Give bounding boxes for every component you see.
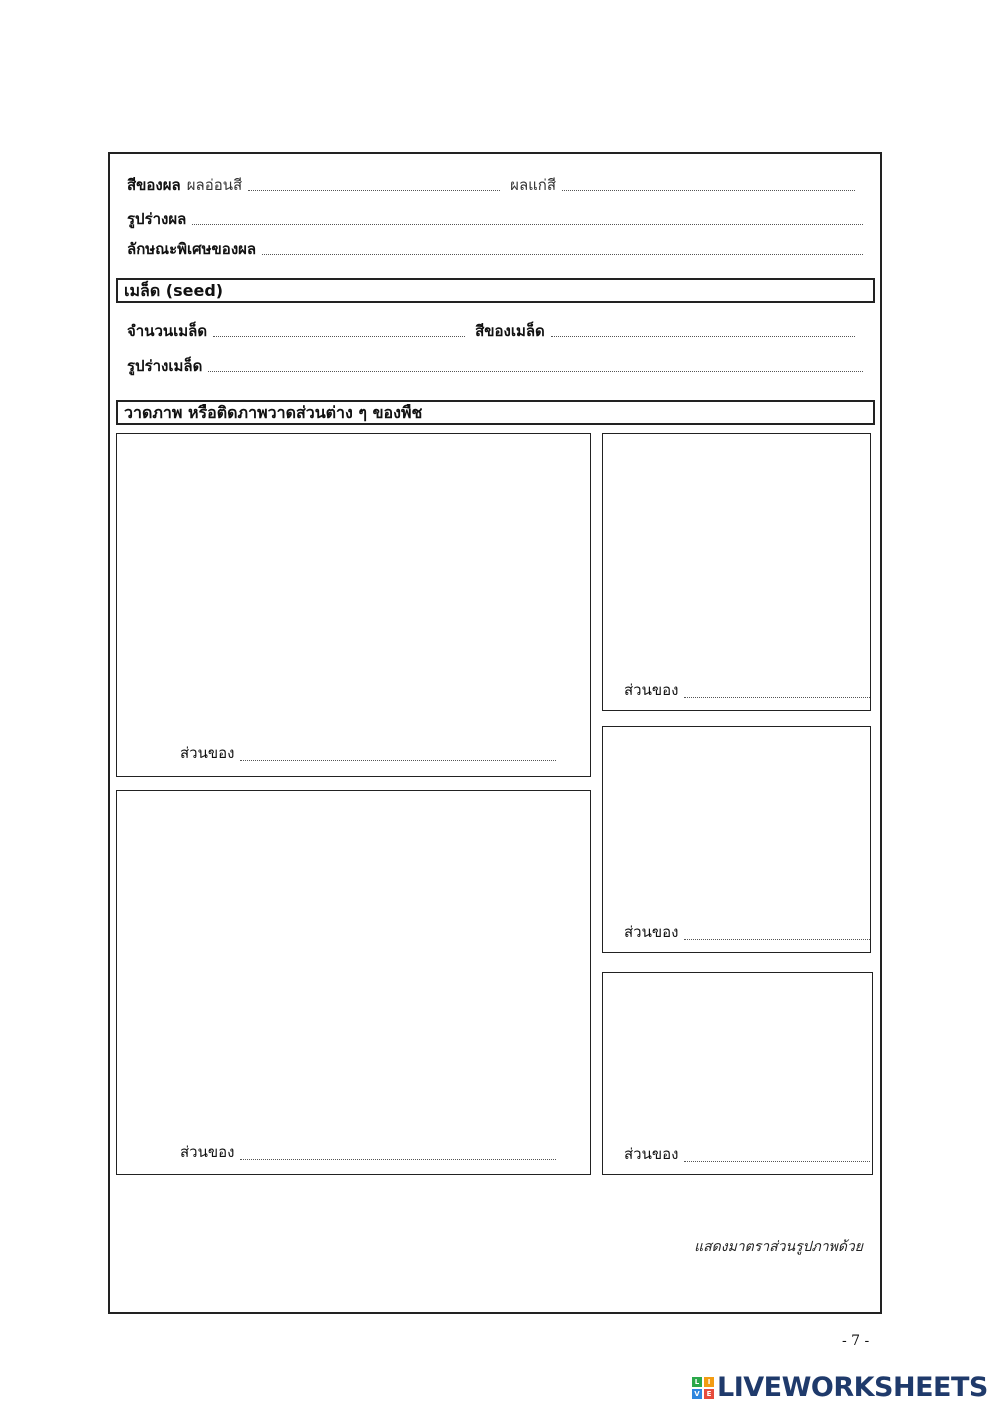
drawing-box-5-caption xyxy=(624,1142,870,1166)
box-4-caption-label: ส่วนของ xyxy=(624,923,679,941)
young-fruit-color-field[interactable] xyxy=(248,178,500,191)
box-2-part-field[interactable] xyxy=(240,1147,556,1160)
liveworksheets-logo xyxy=(692,1372,988,1403)
ripe-fruit-label: ผลแก่สี xyxy=(510,176,557,194)
seed-count-row xyxy=(127,321,855,341)
drawing-box-3[interactable] xyxy=(602,433,871,711)
logo-letter-e: E xyxy=(704,1389,714,1399)
drawing-box-4[interactable] xyxy=(602,726,871,953)
scale-note: แสดงมาตราส่วนรูปภาพด้วย xyxy=(694,1239,863,1255)
fruit-features-field[interactable] xyxy=(262,242,863,255)
young-fruit-label: ผลอ่อนสี xyxy=(186,176,243,194)
fruit-color-row xyxy=(127,175,855,195)
box-4-part-field[interactable] xyxy=(684,927,870,940)
seed-count-label: จำนวนเมล็ด xyxy=(127,322,208,340)
box-2-caption-label: ส่วนของ xyxy=(180,1143,235,1161)
box-5-part-field[interactable] xyxy=(684,1149,870,1162)
logo-letter-l: L xyxy=(692,1377,702,1387)
fruit-features-row xyxy=(127,239,863,259)
drawing-box-2[interactable] xyxy=(116,790,591,1175)
seed-count-field[interactable] xyxy=(213,324,465,337)
box-3-caption-label: ส่วนของ xyxy=(624,681,679,699)
liveworksheets-logo-icon xyxy=(692,1377,714,1399)
page-number: - 7 - xyxy=(842,1333,870,1349)
fruit-shape-row xyxy=(127,209,863,229)
drawing-box-3-caption xyxy=(624,678,870,702)
fruit-features-label: ลักษณะพิเศษของผล xyxy=(127,240,257,258)
box-3-part-field[interactable] xyxy=(684,685,870,698)
box-1-part-field[interactable] xyxy=(240,748,556,761)
drawing-box-1-caption xyxy=(180,741,556,765)
drawing-box-4-caption xyxy=(624,920,870,944)
seed-section-title: เมล็ด (seed) xyxy=(116,278,875,303)
fruit-shape-field[interactable] xyxy=(192,212,863,225)
drawing-section-title: วาดภาพ หรือติดภาพวาดส่วนต่าง ๆ ของพืช xyxy=(116,400,875,425)
seed-shape-field[interactable] xyxy=(208,359,863,372)
drawing-box-2-caption xyxy=(180,1140,556,1164)
logo-letter-v: V xyxy=(692,1389,702,1399)
logo-letter-i: I xyxy=(704,1377,714,1387)
box-5-caption-label: ส่วนของ xyxy=(624,1145,679,1163)
ripe-fruit-color-field[interactable] xyxy=(562,178,855,191)
fruit-shape-label: รูปร่างผล xyxy=(127,210,187,228)
fruit-color-label: สีของผล xyxy=(127,176,181,194)
seed-shape-row xyxy=(127,356,863,376)
seed-color-label: สีของเมล็ด xyxy=(475,322,545,340)
box-1-caption-label: ส่วนของ xyxy=(180,744,235,762)
seed-color-field[interactable] xyxy=(551,324,855,337)
seed-shape-label: รูปร่างเมล็ด xyxy=(127,357,203,375)
liveworksheets-logo-text: LIVEWORKSHEETS xyxy=(717,1372,988,1403)
drawing-box-1[interactable] xyxy=(116,433,591,777)
